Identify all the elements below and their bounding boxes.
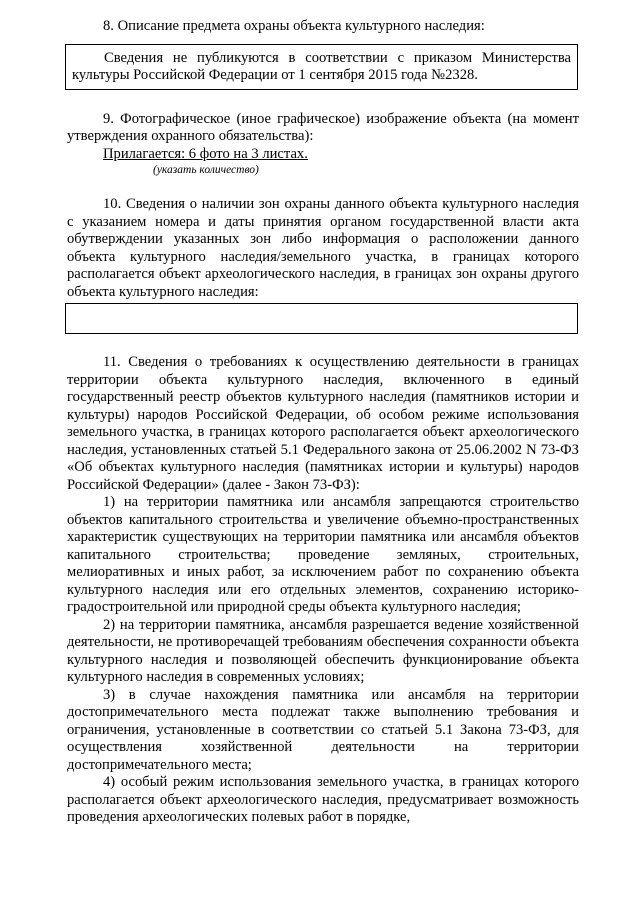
section-8-box [65, 44, 578, 90]
section-10-box [65, 303, 578, 334]
section-11-item-4: 4) особый режим использования земельного участка, в границах которого располагается объект археологического наследия, предусматривает возможность проведения археологических полевых работ в порядке, [67, 774, 579, 825]
section-11-item-1: 1) на территории памятника или ансамбля запрещаются строительство объектов капитального строительства и увеличение объемно-пространственных характеристик существующих на территории памятника или ансамбля объектов капитального строительства; проведение земляных, строительных, мелиоративных и иных работ, за исключением работ по сохранению объекта культурного наследия или его отдельных элементов, сохранению историко-градостроительной или природной среды объекта культурного наследия; [67, 494, 579, 615]
section-10-text: 10. Сведения о наличии зон охраны данного объекта культурного наследия с указанием номера и даты принятия органом государственной власти акта обутверждении указанных зон либо информация о расположении данного объекта культурного наследия/земельного участка, в границах которого располагается объект археологического наследия, в границах зон охраны другого объекта культурного наследия: [67, 196, 579, 300]
section-11-item-2: 2) на территории памятника, ансамбля разрешается ведение хозяйственной деятельности, не противоречащей требованиям обеспечения сохранности объекта культурного наследия и позволяющей обеспечить функционирование объекта культурного наследия в современных условиях; [67, 616, 579, 685]
section-8-heading: 8. Описание предмета охраны объекта культурного наследия: [103, 18, 485, 34]
section-9-attached-text: Прилагается: 6 фото на 3 листах. [103, 145, 308, 162]
section-8-box-text: Сведения не публикуются в соответствии с приказом Министерства культуры Российской Федерации от 1 сентября 2015 года №2328. [72, 49, 571, 83]
section-11-item-3: 3) в случае нахождения памятника или ансамбля на территории достопримечательного места подлежат также выполнению требования и ограничения, установленные в соответствии со статьей 5.1 Закона 73-ФЗ, для осуществления хозяйственной деятельности на территории достопримечательного места; [67, 686, 579, 773]
section-9-attached [67, 146, 579, 164]
document-page [67, 18, 579, 827]
section-9-heading: 9. Фотографическое (иное графическое) изображение объекта (на момент утверждения охранного обязательства): [67, 110, 579, 144]
section-11-intro: 11. Сведения о требованиях к осуществлению деятельности в границах территории объекта культурного наследия, включенного в единый государственный реестр объектов культурного наследия (памятников истории и культуры) народов Российской Федерации, об особом режиме использования земельного участка, в границах которого располагается объект археологического наследия, установленных статьей 5.1 Федерального закона от 25.06.2002 N 73-ФЗ «Об объектах культурного наследия (памятниках истории и культуры) народов Российской Федерации» (далее - Закон 73-ФЗ): [67, 354, 579, 493]
section-9-hint: (указать количество) [153, 164, 259, 176]
